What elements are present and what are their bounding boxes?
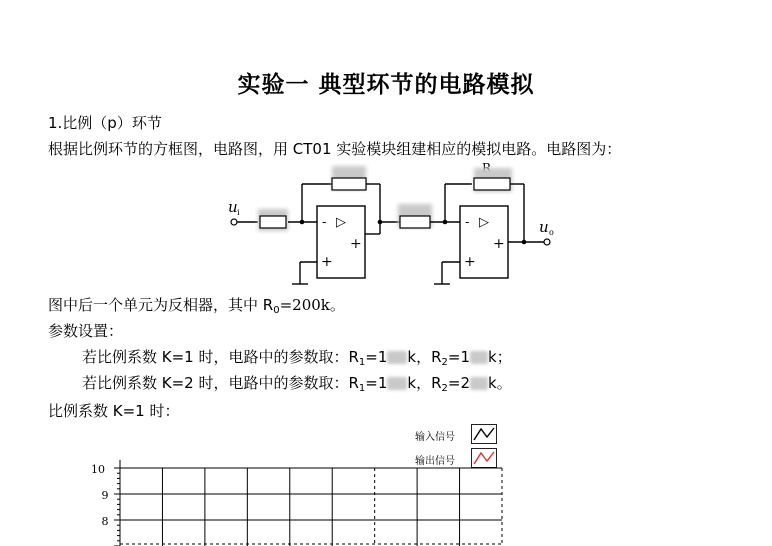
legend-output-label: 输出信号 xyxy=(415,456,455,467)
opamp-2-plus-out: + xyxy=(493,236,505,252)
y-tick-10: 10 xyxy=(91,463,105,476)
input-voltage-label: u xyxy=(228,198,238,216)
opamp-2-minus: - xyxy=(465,215,470,230)
inverter-note: 图中后一个单元为反相器，其中 $R_0=200k$。 xyxy=(48,296,345,316)
opamp-1-triangle: ▷ xyxy=(336,215,346,230)
output-voltage-sub: o xyxy=(549,228,554,237)
input-voltage-sub: i xyxy=(237,208,240,217)
k1-heading: 比例系数 K=1 时： xyxy=(48,402,180,420)
opamp-1-plus-out: + xyxy=(350,236,362,252)
output-voltage-label: u xyxy=(539,218,549,236)
opamp-2-triangle: ▷ xyxy=(479,215,489,230)
page-title: 实验一 典型环节的电路模拟 xyxy=(237,72,535,98)
legend-input-label: 输入信号 xyxy=(415,432,455,443)
params-line-k2: 若比例系数 K=2 时，电路中的参数取：$R_1=1$ k，$R_2=2$ k。 xyxy=(82,374,512,394)
circuit-diagram xyxy=(220,160,580,290)
legend-input-swatch xyxy=(471,424,497,444)
y-tick-8: 8 xyxy=(101,515,109,528)
response-chart xyxy=(90,460,510,546)
opamp-1-minus: - xyxy=(322,215,327,230)
y-tick-9: 9 xyxy=(101,489,109,502)
section-heading: 1.比例（p）环节 xyxy=(48,114,162,132)
opamp-2-plus-in: + xyxy=(464,254,476,270)
params-heading: 参数设置： xyxy=(48,322,124,340)
params-line-k1: 若比例系数 K=1 时，电路中的参数取：$R_1=1$ k，$R_2=1$ k； xyxy=(82,348,512,368)
section-description: 根据比例环节的方框图，电路图，用 CT01 实验模块组建相应的模拟电路。电路图为： xyxy=(48,140,622,158)
input-terminal xyxy=(231,219,237,225)
opamp-1-plus-in: + xyxy=(321,254,333,270)
output-terminal xyxy=(544,239,550,245)
